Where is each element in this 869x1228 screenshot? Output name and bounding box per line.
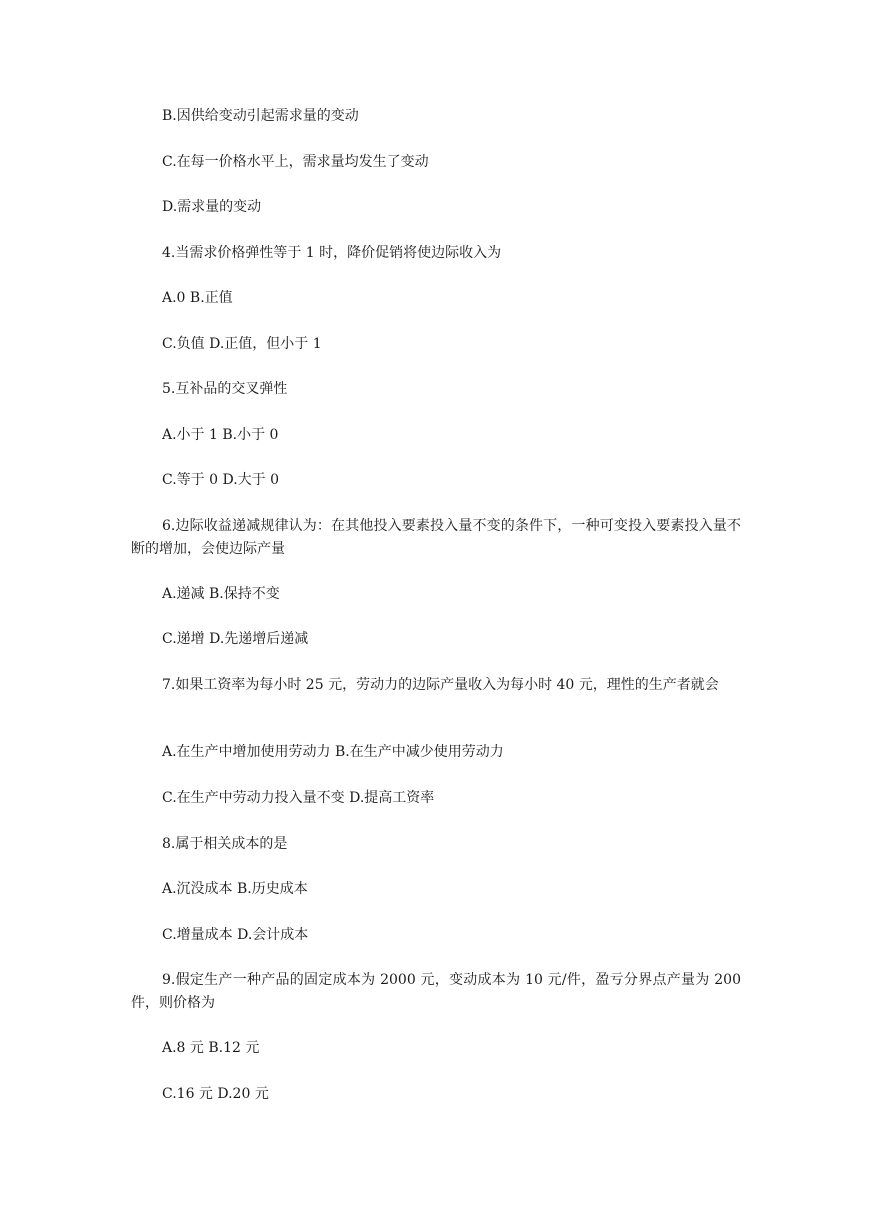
question-6: 6.边际收益递减规律认为：在其他投入要素投入量不变的条件下，一种可变投入要素投入量不断的增加，会使边际产量	[131, 518, 741, 557]
option-line: A.0 B.正值	[162, 290, 233, 306]
option-line: A.递减 B.保持不变	[162, 586, 280, 602]
option-line: C.等于 0 D.大于 0	[162, 472, 280, 488]
question-7: 7.如果工资率为每小时 25 元，劳动力的边际产量收入为每小时 40 元，理性的生产者就会	[162, 677, 719, 693]
option-line: C.负值 D.正值，但小于 1	[162, 336, 322, 352]
option-line: A.在生产中增加使用劳动力 B.在生产中减少使用劳动力	[162, 744, 504, 760]
option-line: A.8 元 B.12 元	[162, 1040, 260, 1056]
question-8: 8.属于相关成本的是	[162, 836, 288, 852]
option-line: C.在生产中劳动力投入量不变 D.提高工资率	[162, 790, 435, 806]
option-line: C.递增 D.先递增后递减	[162, 631, 309, 647]
question-4: 4.当需求价格弹性等于 1 时，降价促销将使边际收入为	[162, 245, 502, 261]
option-line: A.小于 1 B.小于 0	[162, 427, 279, 443]
option-line: C.在每一价格水平上，需求量均发生了变动	[162, 154, 429, 170]
option-line: D.需求量的变动	[162, 199, 262, 215]
question-5: 5.互补品的交叉弹性	[162, 381, 288, 397]
option-line: A.沉没成本 B.历史成本	[162, 881, 308, 897]
option-line: C.16 元 D.20 元	[162, 1086, 269, 1102]
option-line: B.因供给变动引起需求量的变动	[162, 108, 359, 124]
question-9: 9.假定生产一种产品的固定成本为 2000 元，变动成本为 10 元/件，盈亏分界点产量为 200 件，则价格为	[131, 972, 741, 1011]
option-line: C.增量成本 D.会计成本	[162, 927, 309, 943]
